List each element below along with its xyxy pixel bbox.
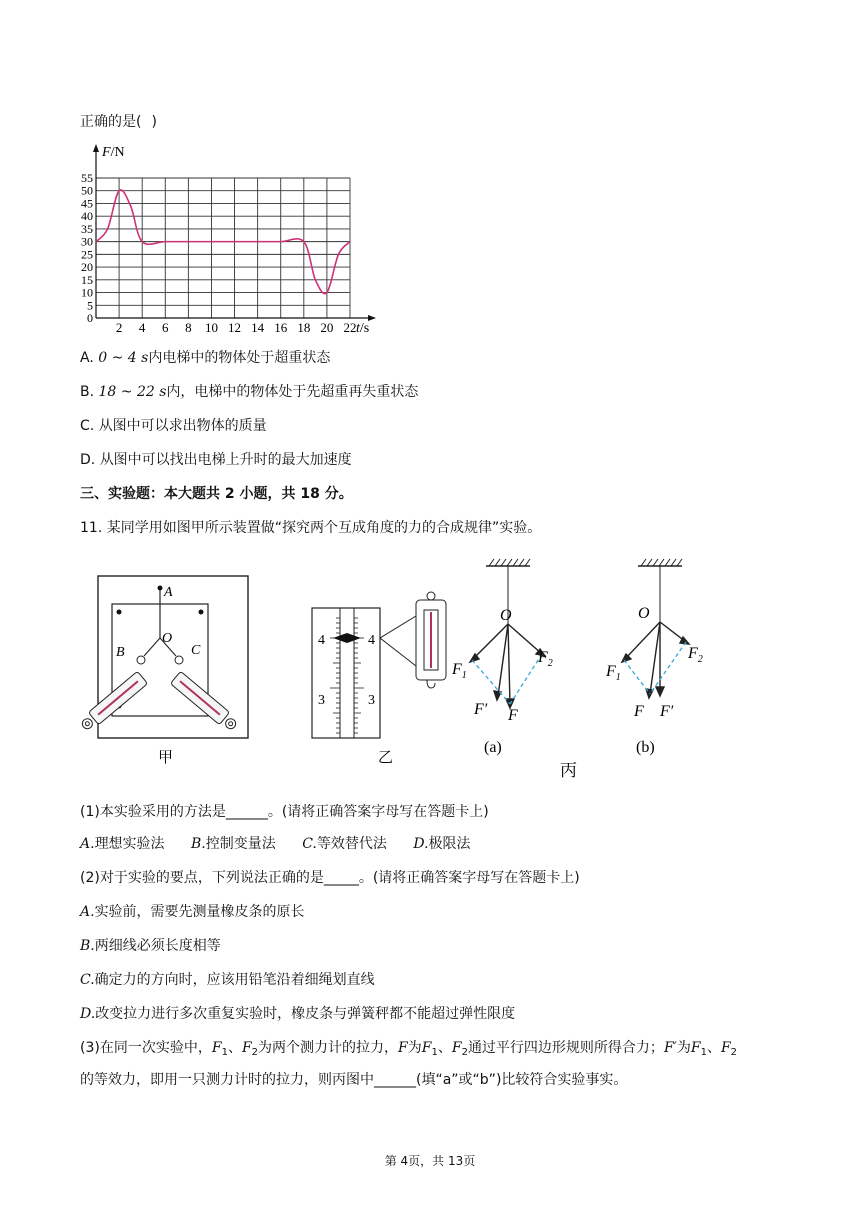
b-o-label: O [638, 605, 650, 622]
q1-stem: (1)本实验采用的方法是______。(请将正确答案字母写在答题卡上) [80, 804, 489, 820]
y-tick-label: 50 [81, 183, 93, 198]
board-jia [78, 576, 248, 766]
y-tick-label: 10 [81, 285, 93, 300]
question-11-stem: 11. 某同学用如图甲所示装置做“探究两个互成角度的力的合成规律”实验。 [80, 520, 542, 536]
x-tick-label: 16 [274, 320, 288, 335]
b-f-label: F [634, 703, 644, 720]
x-tick-label: 2 [115, 320, 123, 335]
experiment-figure [76, 556, 716, 786]
point-o-label: O [162, 631, 173, 646]
b-f2-label: $F_2$ [688, 645, 703, 665]
x-tick-label: 12 [228, 320, 242, 335]
y-tick-label: 20 [81, 260, 93, 275]
origin-label: 0 [87, 311, 93, 325]
q2-option-a: A.实验前，需要先测量橡皮条的原长 [80, 904, 305, 920]
page-footer: 第 4页，共 13页 [384, 1154, 476, 1168]
option-b: B. 18 ~ 22 s内，电梯中的物体处于先超重再失重状态 [80, 384, 419, 400]
q3-line-2: 的等效力，即用一只测力计时的拉力，则丙图中______(填“a”或“b”)比较符合实验事实。 [80, 1072, 628, 1088]
x-tick-label: 4 [138, 320, 146, 335]
option-a: A. 0 ~ 4 s内电梯中的物体处于超重状态 [80, 350, 331, 366]
point-b-label: B [116, 645, 125, 660]
a-f1-label: $F_1$ [452, 661, 467, 681]
y-tick-label: 5 [87, 298, 93, 313]
y-tick-label: 45 [81, 196, 93, 211]
label-b: (b) [636, 739, 655, 756]
scale-3-right: 3 [368, 693, 375, 708]
question-stem-tail: 正确的是( ) [80, 114, 157, 130]
label-bing: 丙 [560, 761, 577, 780]
y-tick-label: 30 [81, 234, 93, 249]
x-tick-label: 6 [162, 320, 169, 335]
b-f1-label: $F_1$ [606, 663, 621, 683]
q3-line-1: (3)在同一次实验中，$F_1$、$F_2$为两个测力计的拉力，F为$F_1$、$F_2$通过平行四边形规则所得合力；F′为$F_1$、$F_2$ [80, 1040, 738, 1058]
q2-stem: (2)对于实验的要点，下列说法正确的是_____。(请将正确答案字母写在答题卡上) [80, 870, 580, 886]
y-axis-label: F/N [102, 145, 125, 160]
scale-4-left: 4 [318, 633, 325, 648]
option-d: D. 从图中可以找出电梯上升时的最大加速度 [80, 452, 352, 468]
y-tick-label: 25 [81, 247, 93, 262]
x-tick-label: 10 [204, 320, 218, 335]
scale-yi [312, 592, 446, 766]
q1-options: A.理想实验法 B.控制变量法 C.等效替代法 D.极限法 [80, 836, 471, 852]
x-tick-label: 22 [343, 320, 357, 335]
b-fprime-label: F′ [660, 703, 674, 720]
point-a-label: A [164, 585, 173, 600]
a-f-label: F [508, 707, 518, 724]
q2-option-d: D.改变拉力进行多次重复实验时，橡皮条与弹簧秤都不能超过弹性限度 [80, 1006, 516, 1022]
a-f2-label: $F_2$ [538, 649, 553, 669]
section-heading: 三、实验题：本大题共 2 小题，共 18 分。 [80, 486, 353, 502]
y-tick-label: 15 [81, 272, 93, 287]
y-tick-label: 35 [81, 221, 93, 236]
x-tick-label: 18 [297, 320, 311, 335]
diagram-b [605, 559, 703, 756]
a-o-label: O [500, 607, 512, 624]
label-yi: 乙 [378, 750, 394, 766]
scale-3-left: 3 [318, 693, 325, 708]
q2-option-c: C.确定力的方向时，应该用铅笔沿着细绳划直线 [80, 972, 375, 988]
label-jia: 甲 [158, 750, 174, 766]
point-c-label: C [191, 643, 201, 658]
x-axis-label: t/s [356, 321, 370, 336]
option-c: C. 从图中可以求出物体的质量 [80, 418, 267, 434]
diagram-a [451, 559, 553, 756]
force-time-chart [80, 140, 400, 340]
x-tick-label: 14 [251, 320, 265, 335]
y-tick-label: 40 [81, 209, 93, 224]
label-a: (a) [484, 739, 502, 756]
y-axis-arrow [93, 144, 99, 152]
scale-4-right: 4 [368, 633, 375, 648]
y-tick-label: 55 [81, 171, 93, 185]
q2-option-b: B.两细线必须长度相等 [80, 938, 221, 954]
a-fprime-label: F′ [474, 701, 488, 718]
x-tick-label: 8 [185, 320, 192, 335]
x-tick-label: 20 [320, 320, 334, 335]
